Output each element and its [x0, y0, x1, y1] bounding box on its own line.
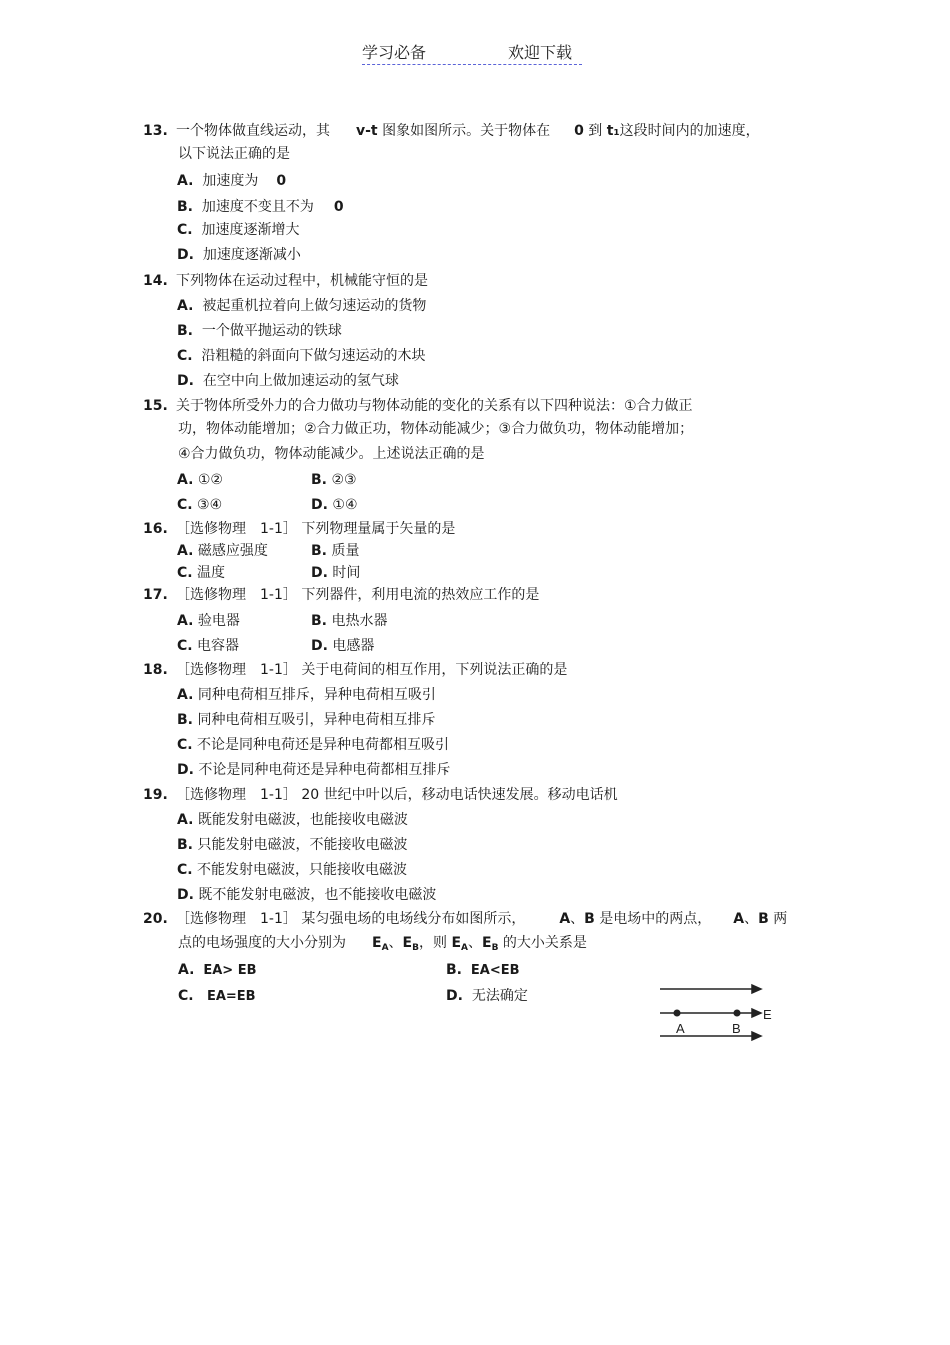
- option-text: 在空中向上做加速运动的氢气球: [202, 373, 399, 389]
- option-label: D.: [177, 887, 194, 903]
- option-a: [177, 541, 268, 561]
- option-c: [177, 860, 407, 880]
- field-subscript: A: [381, 943, 389, 953]
- option-label: A.: [177, 173, 194, 189]
- option-a: [177, 810, 408, 830]
- point-b-label: B: [584, 911, 595, 927]
- stem-text: ，则: [419, 935, 447, 951]
- option-a: [177, 171, 286, 191]
- stem-term: t₁: [606, 123, 620, 139]
- option-b: [177, 835, 407, 855]
- option-label: C.: [177, 348, 193, 364]
- option-label: C.: [177, 497, 193, 513]
- question-number: 19.: [143, 787, 168, 803]
- option-text: 不能发射电磁波，只能接收电磁波: [197, 862, 408, 878]
- option-c: [177, 735, 449, 755]
- option-label: C.: [177, 565, 193, 581]
- option-c: [177, 563, 225, 583]
- option-label: A.: [177, 812, 194, 828]
- question-number: 20.: [143, 911, 168, 927]
- stem-text: 、: [468, 935, 482, 951]
- question-stem-line2: 功，物体动能增加；②合力做正功，物体动能减少；③合力做负功，物体动能增加；: [178, 421, 694, 437]
- option-d: [311, 563, 360, 583]
- option-b: [311, 611, 387, 631]
- option-label: D.: [177, 762, 194, 778]
- option-label: A.: [177, 543, 194, 559]
- stem-term: v-t: [356, 123, 378, 139]
- stem-text: 两: [773, 911, 788, 927]
- option-text: 时间: [332, 565, 361, 581]
- stem-text: 、: [388, 935, 403, 951]
- option-label: B.: [446, 962, 462, 978]
- stem-text: 这段时间内的加速度，: [619, 123, 760, 139]
- option-text: 电容器: [197, 638, 240, 654]
- stem-text: 、: [570, 911, 585, 927]
- option-label: B.: [177, 837, 193, 853]
- point-a-label: A: [733, 911, 745, 927]
- point-b-dot: [734, 1010, 740, 1016]
- option-text: 不论是同种电荷还是异种电荷都相互排斥: [198, 762, 451, 778]
- option-text: 电感器: [332, 638, 375, 654]
- point-b-label: B: [732, 1021, 741, 1036]
- elective-tag: ［选修物理 1-1］: [176, 587, 297, 603]
- option-text: 无法确定: [471, 988, 528, 1004]
- option-a: [177, 296, 426, 316]
- option-label: D.: [311, 497, 328, 513]
- option-text: 验电器: [197, 613, 240, 629]
- option-label: A.: [178, 962, 195, 978]
- header-right-text: 欢迎下载: [508, 43, 573, 62]
- option-value: 0: [276, 173, 287, 189]
- question-number: 13.: [143, 123, 168, 139]
- option-a: [177, 611, 240, 631]
- option-label: C.: [177, 638, 193, 654]
- stem-text: 图象如图所示。关于物体在: [382, 123, 551, 139]
- option-label: D.: [311, 638, 328, 654]
- field-symbol: E: [482, 935, 492, 951]
- point-a-dot: [674, 1010, 680, 1016]
- option-b: [177, 321, 342, 341]
- option-text: EA<EB: [470, 963, 520, 978]
- page-header: [362, 40, 582, 65]
- header-left-text: 学习必备: [362, 43, 427, 62]
- elective-tag: ［选修物理 1-1］: [176, 911, 297, 927]
- stem-text: 的大小关系是: [502, 935, 587, 951]
- option-label: C.: [177, 222, 193, 238]
- option-b: [446, 960, 520, 981]
- option-label: D.: [177, 373, 194, 389]
- option-label: D.: [311, 565, 328, 581]
- field-symbol: E: [402, 935, 413, 951]
- option-text: 同种电荷相互排斥，异种电荷相互吸引: [197, 687, 436, 703]
- option-d: [177, 885, 436, 905]
- option-d: [446, 986, 528, 1006]
- option-text: 加速度逐渐减小: [202, 247, 301, 263]
- option-text: 加速度不变且不为: [201, 199, 314, 215]
- option-value: 0: [333, 199, 344, 215]
- field-label: E: [763, 1007, 772, 1022]
- option-c: [177, 495, 222, 515]
- option-text: 既能发射电磁波，也能接收电磁波: [197, 812, 408, 828]
- question-stem: 下列物体在运动过程中，机械能守恒的是: [176, 273, 428, 289]
- option-c: [177, 636, 239, 656]
- option-text: ①②: [197, 472, 223, 488]
- option-label: D.: [446, 988, 463, 1004]
- option-text: 同种电荷相互吸引，异种电荷相互排斥: [197, 712, 436, 728]
- question-number: 14.: [143, 273, 168, 289]
- option-label: B.: [177, 199, 193, 215]
- option-text: 磁感应强度: [197, 543, 268, 559]
- point-a-label: A: [676, 1021, 685, 1036]
- option-text: 不论是同种电荷还是异种电荷都相互吸引: [197, 737, 450, 753]
- option-label: A.: [177, 472, 194, 488]
- field-subscript: B: [491, 943, 499, 953]
- option-label: B.: [311, 543, 327, 559]
- option-text: 加速度逐渐增大: [201, 222, 300, 238]
- option-c: [177, 220, 300, 240]
- elective-tag: ［选修物理 1-1］: [176, 662, 297, 678]
- option-text: ①④: [332, 497, 358, 513]
- option-label: B.: [177, 323, 193, 339]
- stem-text: 下列器件，利用电流的热效应工作的是: [301, 587, 540, 603]
- elective-tag: ［选修物理 1-1］: [176, 521, 297, 537]
- question-stem: 关于物体所受外力的合力做功与物体动能的变化的关系有以下四种说法：①合力做正: [176, 398, 693, 414]
- field-symbol: E: [372, 935, 382, 951]
- stem-text: 到: [588, 123, 603, 139]
- option-b: [311, 470, 357, 490]
- question-number: 16.: [143, 521, 168, 537]
- stem-text: 关于电荷间的相互作用，下列说法正确的是: [301, 662, 568, 678]
- question-stem-line2: 以下说法正确的是: [178, 146, 290, 162]
- question-stem-line3: ④合力做负功，物体动能减少。上述说法正确的是: [178, 446, 485, 462]
- option-label: C.: [177, 862, 193, 878]
- option-text: 只能发射电磁波，不能接收电磁波: [197, 837, 408, 853]
- option-text: ③④: [197, 497, 223, 513]
- option-c: [177, 346, 426, 366]
- stem-term: 0: [574, 123, 584, 139]
- option-text: EA> EB: [203, 963, 257, 978]
- option-text: 加速度为: [202, 173, 259, 189]
- question-stem: [176, 519, 455, 539]
- stem-text: 是电场中的两点，: [599, 911, 712, 927]
- option-label: C.: [177, 737, 193, 753]
- field-symbol: E: [451, 935, 462, 951]
- option-text: 温度: [197, 565, 226, 581]
- option-text: EA=EB: [206, 989, 256, 1004]
- option-b: [311, 541, 359, 561]
- question-stem: [176, 660, 567, 680]
- option-label: A.: [177, 687, 194, 703]
- option-text: 一个做平抛运动的铁球: [201, 323, 342, 339]
- option-d: [177, 371, 399, 391]
- option-a: [178, 960, 256, 981]
- option-label: B.: [177, 712, 193, 728]
- option-a: [177, 685, 436, 705]
- option-label: B.: [311, 613, 327, 629]
- question-stem: [176, 121, 760, 141]
- option-label: C.: [178, 988, 194, 1004]
- question-number: 18.: [143, 662, 168, 678]
- option-text: 被起重机拉着向上做匀速运动的货物: [202, 298, 427, 314]
- option-b: [177, 710, 435, 730]
- option-a: [177, 470, 223, 490]
- option-d: [177, 245, 301, 265]
- option-b: [177, 197, 344, 217]
- stem-text: 、: [744, 911, 759, 927]
- stem-text: 某匀强电场的电场线分布如图所示，: [301, 911, 526, 927]
- point-b-label: B: [758, 911, 769, 927]
- question-stem-line2: [178, 933, 587, 958]
- option-text: ②③: [331, 472, 357, 488]
- question-number: 17.: [143, 587, 168, 603]
- option-label: A.: [177, 613, 194, 629]
- stem-text: 20 世纪中叶以后，移动电话快速发展。移动电话机: [301, 787, 618, 803]
- field-subscript: A: [461, 943, 468, 953]
- option-d: [311, 636, 374, 656]
- option-text: 电热水器: [331, 613, 388, 629]
- question-stem: [176, 785, 618, 805]
- option-label: D.: [177, 247, 194, 263]
- option-text: 既不能发射电磁波，也不能接收电磁波: [198, 887, 437, 903]
- option-d: [177, 760, 450, 780]
- option-text: 质量: [331, 543, 360, 559]
- question-number: 15.: [143, 398, 168, 414]
- question-stem: [176, 585, 539, 605]
- arrowhead-icon: [752, 1032, 761, 1040]
- option-label: B.: [311, 472, 327, 488]
- arrowhead-icon: [752, 1009, 761, 1017]
- option-d: [311, 495, 358, 515]
- field-subscript: B: [412, 943, 419, 953]
- stem-text: 一个物体做直线运动，其: [176, 123, 330, 139]
- option-text: 沿粗糙的斜面向下做匀速运动的木块: [201, 348, 426, 364]
- option-label: A.: [177, 298, 194, 314]
- point-a-label: A: [559, 911, 571, 927]
- stem-text: 下列物理量属于矢量的是: [301, 521, 456, 537]
- elective-tag: ［选修物理 1-1］: [176, 787, 297, 803]
- electric-field-diagram: [655, 978, 780, 1048]
- arrowhead-icon: [752, 985, 761, 993]
- option-c: [178, 986, 256, 1007]
- stem-text: 点的电场强度的大小分别为: [178, 935, 346, 951]
- question-stem: [176, 909, 787, 929]
